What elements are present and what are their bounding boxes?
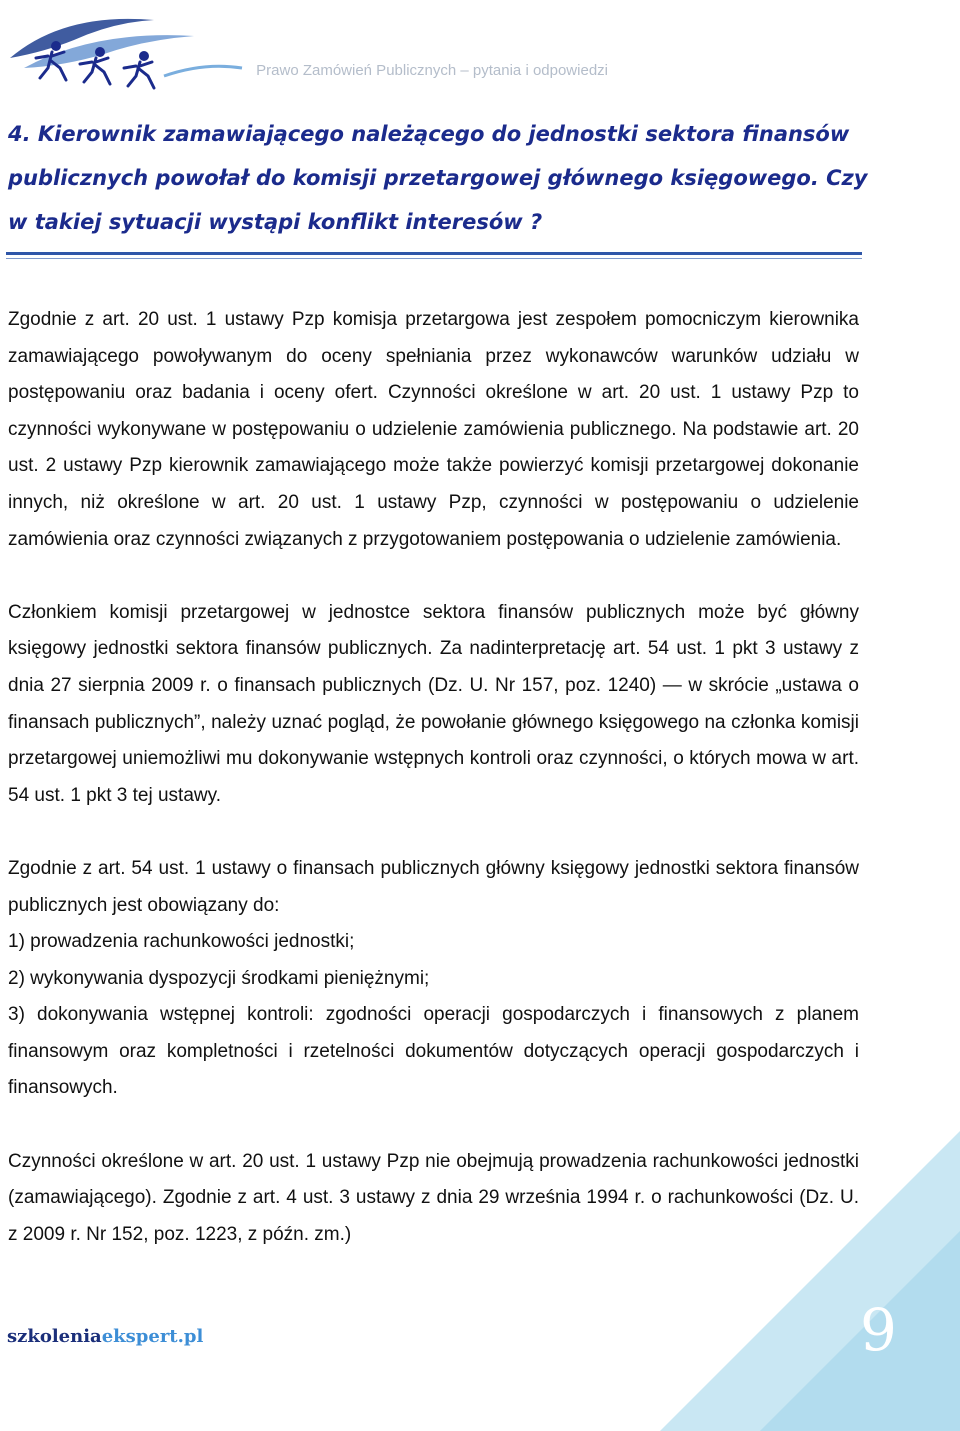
- heading-rule: [6, 252, 862, 255]
- brand-part-2: ekspert.pl: [101, 1326, 204, 1347]
- paragraph-art-20: Zgodnie z art. 20 ust. 1 ustawy Pzp komisja przetargowa jest zespołem pomocniczym kierownika zamawiającego powoływanym do oceny spełniania przez wykonawców warunków udziału w postępowaniu oraz badania i oceny ofert. Czynności określone w art. 20 ust. 1 ustawy Pzp to czynności wykonywane w postępowaniu o udzielenie zamówienia publicznego. Na podstawie art. 20 ust. 2 ustawy Pzp kierownik zamawiającego może także powierzyć komisji przetargowej dokonanie innych, niż określone w art. 20 ust. 1 ustawy Pzp, czynności w postępowaniu o udzielenie zamówienia oraz czynności związanych z przygotowaniem postępowania o udzielenie zamówienia.: [8, 309, 859, 550]
- page-number: 9: [860, 1296, 897, 1364]
- publisher-logo: [4, 6, 244, 92]
- heading-rule-thin: [6, 258, 862, 259]
- answer-body: [8, 302, 859, 1290]
- paragraph-chief-accountant: Członkiem komisji przetargowej w jednostce sektora finansów publicznych może być główny księgowy jednostki sektora finansów publicznych. Za nadinterpretację art. 54 ust. 1 pkt 3 ustawy z dnia 27 sierpnia 2009 r. o finansach publicznych (Dz. U. Nr 157, poz. 1240) — w skrócie „ustawa o finansach publicznych”, należy uznać pogląd, że powołanie głównego księgowego na członka komisji przetargowej uniemożliwi mu dokonywanie wstępnych kontroli oraz czynności, o których mowa w art. 54 ust. 1 pkt 3 tej ustawy.: [8, 601, 859, 806]
- paragraph-accounting: Czynności określone w art. 20 ust. 1 ustawy Pzp nie obejmują prowadzenia rachunkowości jednostki (zamawiającego). Zgodnie z art. 4 ust. 3 ustawy z dnia 29 września 1994 r. o rachunkowości (Dz. U. z 2009 r. Nr 152, poz. 1223, z późn. zm.): [8, 1150, 859, 1245]
- list-item: 3) dokonywania wstępnej kontroli: zgodności operacji gospodarczych i finansowych z planem finansowym oraz kompletności i rzetelności dokumentów dotyczących operacji gospodarczych i finansowych.: [8, 1004, 859, 1099]
- header-title: Prawo Zamówień Publicznych – pytania i odpowiedzi: [256, 62, 608, 79]
- brand-part-1: szkolenia: [7, 1326, 102, 1347]
- list-item: 1) prowadzenia rachunkowości jednostki;: [8, 931, 355, 953]
- question-heading: 4. Kierownik zamawiającego należącego do jednostki sektora finansów publicznych powołał do komisji przetargowej głównego księgowego. Czy w takiej sytuacji wystąpi konflikt interesów ?: [8, 122, 868, 234]
- footer-brand: [7, 1326, 203, 1347]
- list-item: 2) wykonywania dyspozycji środkami pieniężnymi;: [8, 967, 430, 989]
- paragraph-art-54-intro: Zgodnie z art. 54 ust. 1 ustawy o finansach publicznych główny księgowy jednostki sektora finansów publicznych jest obowiązany do:: [8, 857, 859, 916]
